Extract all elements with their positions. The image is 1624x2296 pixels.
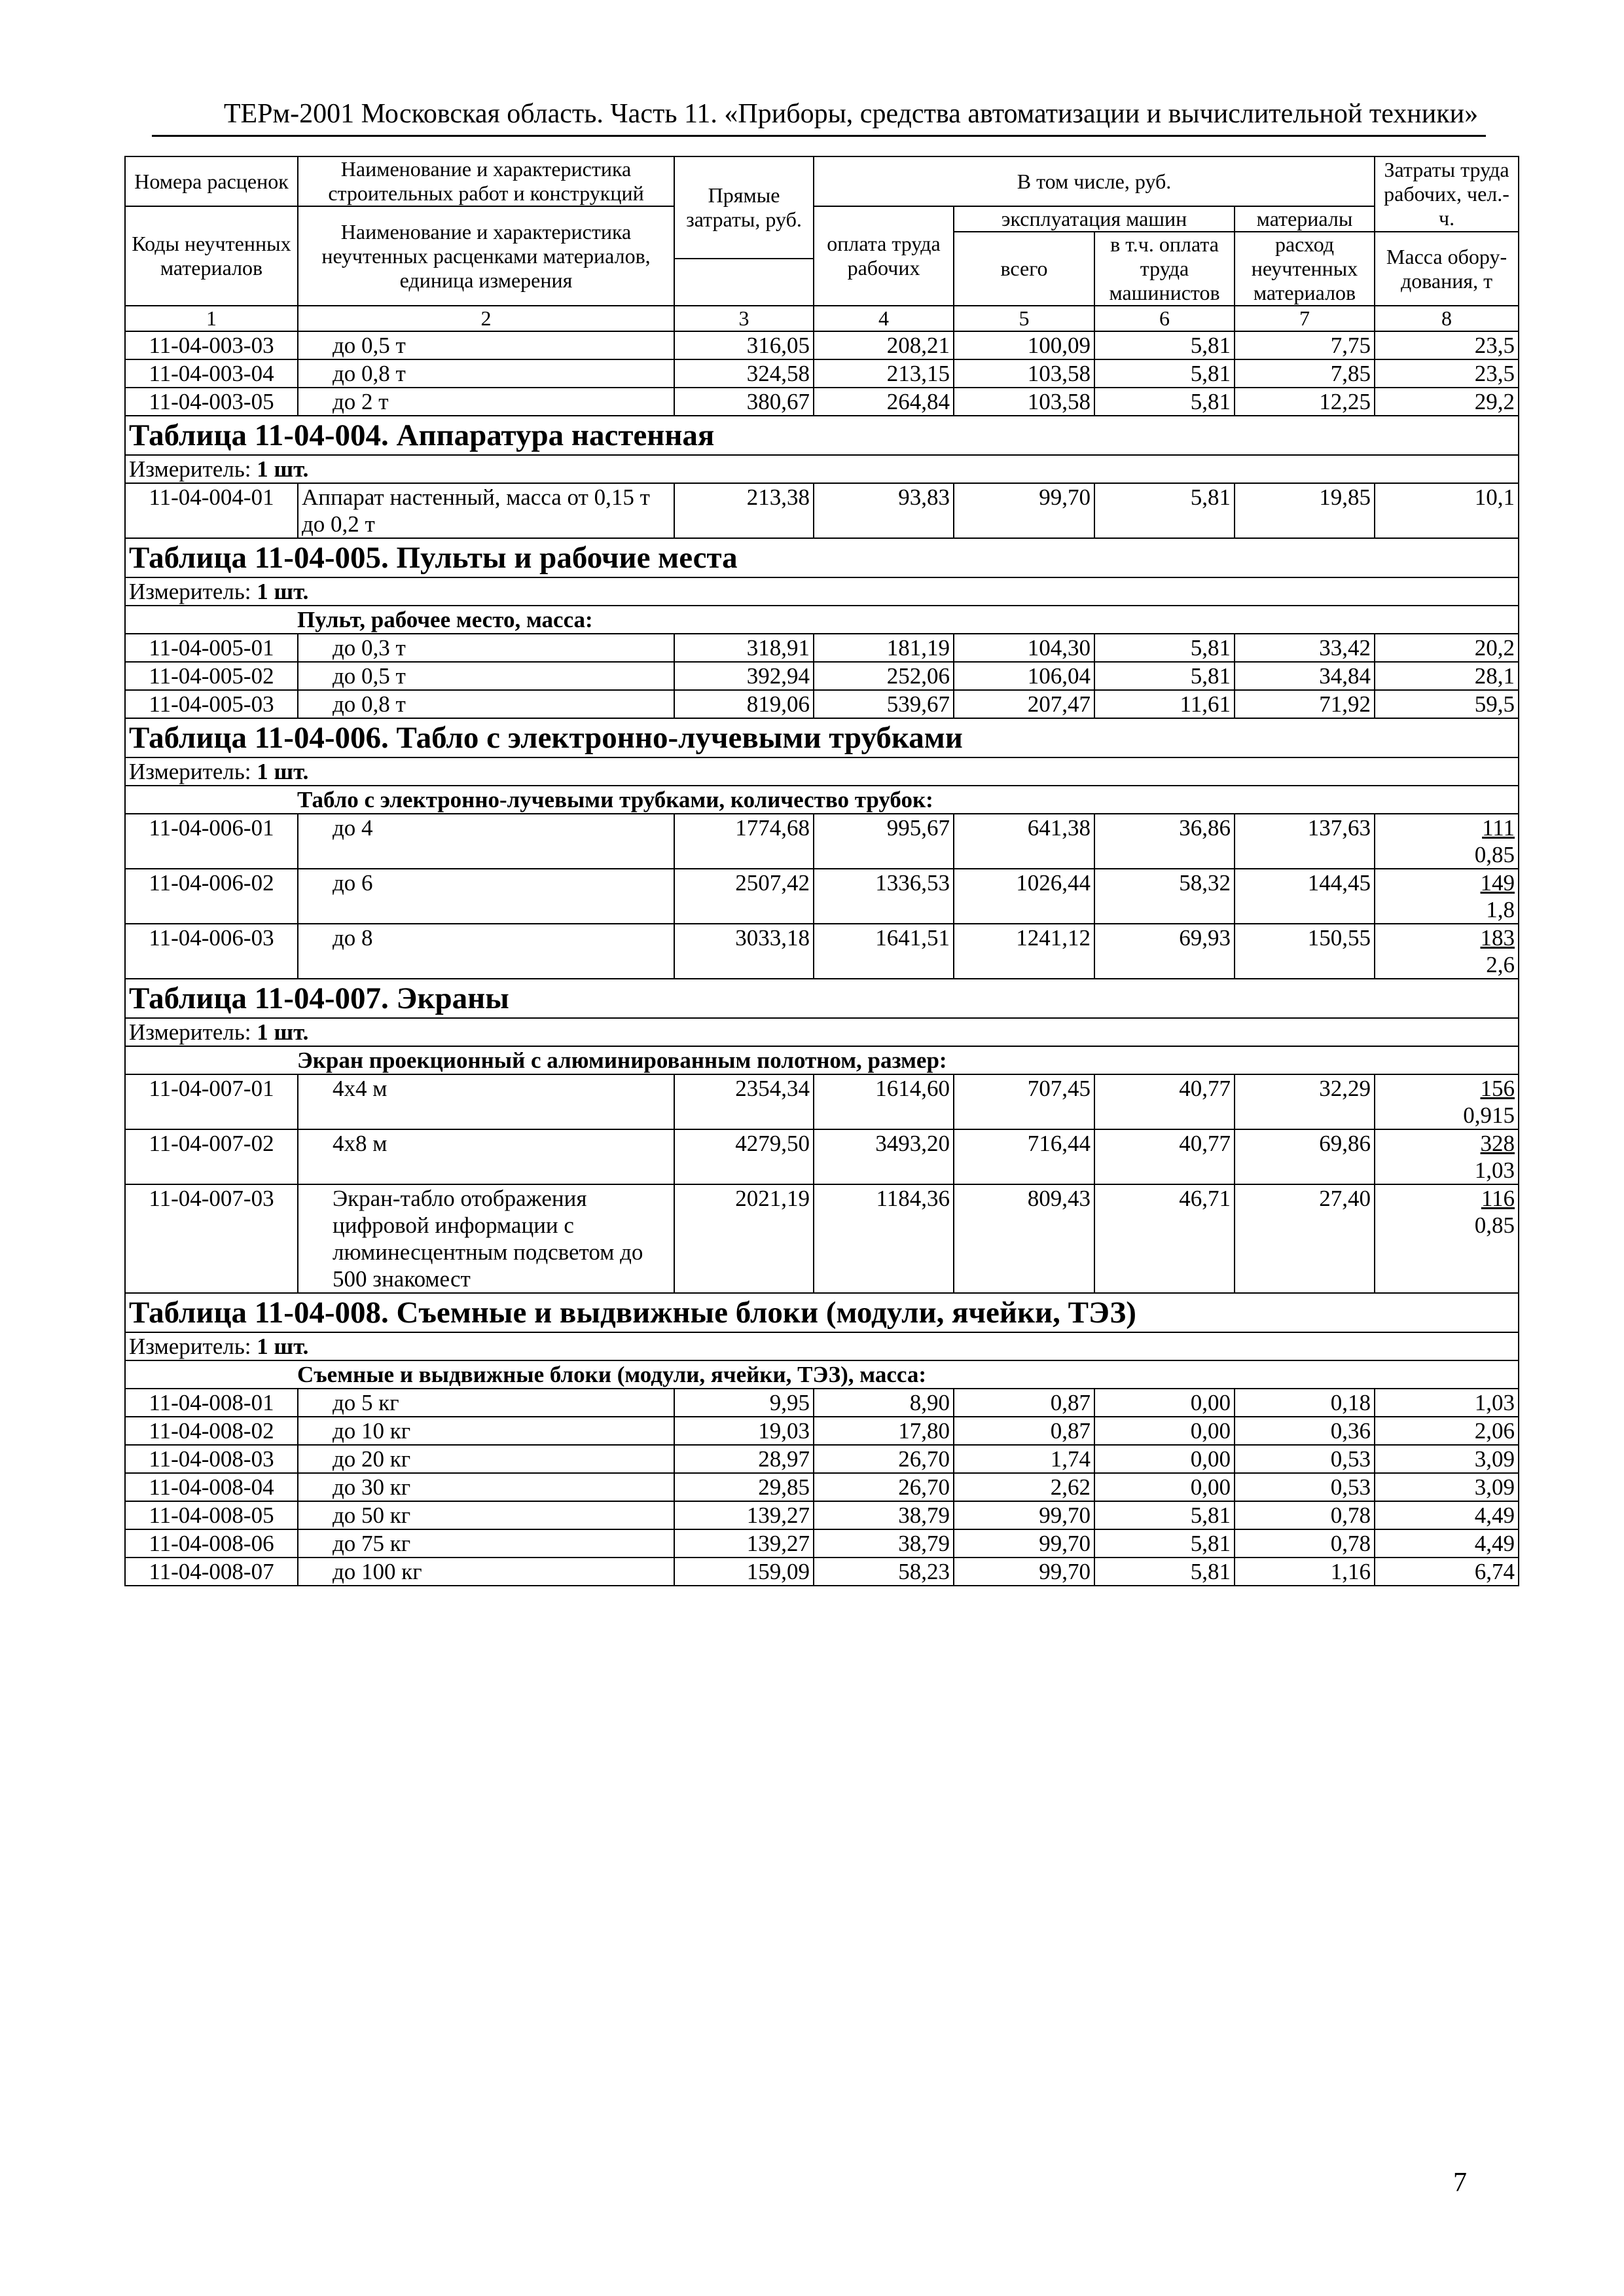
table-row <box>125 1529 1519 1558</box>
operators-pay: 5,81 <box>1094 1558 1235 1586</box>
materials-cost: 27,40 <box>1235 1184 1375 1293</box>
labor-hours-cell <box>1375 1074 1519 1129</box>
labor-hours: 28,1 <box>1474 663 1515 689</box>
direct-costs-header: Прямые затраты, руб. <box>674 156 814 259</box>
direct-costs: 316,05 <box>674 331 814 359</box>
labor-hours-cell <box>1375 1129 1519 1184</box>
section-title-cell <box>125 1293 1519 1332</box>
direct-costs: 213,38 <box>674 483 814 538</box>
rate-code: 11-04-008-01 <box>125 1389 298 1417</box>
rate-code: 11-04-005-01 <box>125 634 298 662</box>
table-row <box>125 1558 1519 1586</box>
labor-hours-cell <box>1375 662 1519 690</box>
table-row <box>125 634 1519 662</box>
col2-bottom-header: Наименование и характеристика неучтенных расценками материалов, единица измерения <box>298 206 674 306</box>
section-title: Таблица 11-04-008. Съемные и выдвижные блоки (модули, ячейки, ТЭЗ) <box>129 1296 1136 1330</box>
rate-code: 11-04-007-01 <box>125 1074 298 1129</box>
rate-code: 11-04-005-03 <box>125 690 298 718</box>
column-number: 2 <box>298 306 674 331</box>
operators-pay: 0,00 <box>1094 1473 1235 1501</box>
direct-costs: 28,97 <box>674 1445 814 1473</box>
column-number: 6 <box>1094 306 1235 331</box>
col1-top-header: Номера расценок <box>125 156 298 206</box>
materials-cost: 0,53 <box>1235 1445 1375 1473</box>
machines-cost: 104,30 <box>954 634 1094 662</box>
rate-name: до 75 кг <box>298 1529 674 1558</box>
operators-pay: 5,81 <box>1094 359 1235 388</box>
machines-header: эксплуатация машин <box>954 206 1235 232</box>
section-title-cell <box>125 538 1519 577</box>
measure-cell <box>125 577 1519 606</box>
rate-code: 11-04-008-05 <box>125 1501 298 1529</box>
rate-code: 11-04-006-02 <box>125 869 298 924</box>
rate-name: до 8 <box>298 924 674 979</box>
machines-cost: 99,70 <box>954 483 1094 538</box>
materials-cost: 12,25 <box>1235 388 1375 416</box>
rate-name: 4x8 м <box>298 1129 674 1184</box>
direct-costs: 380,67 <box>674 388 814 416</box>
rate-name: до 6 <box>298 869 674 924</box>
section-title: Таблица 11-04-004. Аппаратура настенная <box>129 418 715 452</box>
labor-cost: 93,83 <box>814 483 954 538</box>
materials-cost: 32,29 <box>1235 1074 1375 1129</box>
labor-cost: 26,70 <box>814 1473 954 1501</box>
materials-cost: 19,85 <box>1235 483 1375 538</box>
measure-value: 1 шт. <box>257 1334 309 1359</box>
labor-hours-cell <box>1375 359 1519 388</box>
labor-hours: 116 <box>1481 1186 1515 1211</box>
table-row <box>125 1501 1519 1529</box>
labor-hours: 23,5 <box>1474 361 1515 386</box>
rate-code: 11-04-005-02 <box>125 662 298 690</box>
labor-hours-cell <box>1375 924 1519 979</box>
rate-code: 11-04-003-04 <box>125 359 298 388</box>
labor-hours: 29,2 <box>1474 389 1515 414</box>
machines-cost: 100,09 <box>954 331 1094 359</box>
col8-top-header: Затраты труда рабочих, чел.-ч. <box>1375 156 1519 232</box>
rate-name: до 0,8 т <box>298 359 674 388</box>
labor-cost: 995,67 <box>814 814 954 869</box>
category-row <box>125 1360 1519 1389</box>
table-row <box>125 690 1519 718</box>
labor-cost: 1184,36 <box>814 1184 954 1293</box>
machines-cost: 0,87 <box>954 1417 1094 1445</box>
table-row <box>125 662 1519 690</box>
direct-costs: 4279,50 <box>674 1129 814 1184</box>
labor-hours: 149 <box>1480 870 1515 896</box>
measure-row <box>125 1332 1519 1360</box>
direct-costs-header-cont <box>674 259 814 306</box>
direct-costs: 1774,68 <box>674 814 814 869</box>
machines-cost: 1241,12 <box>954 924 1094 979</box>
section-title: Таблица 11-04-007. Экраны <box>129 981 509 1015</box>
materials-cost: 0,53 <box>1235 1473 1375 1501</box>
section-title-cell <box>125 416 1519 455</box>
labor-hours: 4,49 <box>1474 1531 1515 1556</box>
rate-name: до 0,5 т <box>298 662 674 690</box>
labor-cost: 1614,60 <box>814 1074 954 1129</box>
operators-pay: 5,81 <box>1094 662 1235 690</box>
running-header: ТЕРм-2001 Московская область. Часть 11. «Приборы, средства автоматизации и вычислительной техники» <box>223 99 1479 129</box>
rate-name: до 10 кг <box>298 1417 674 1445</box>
measure-label: Измеритель: <box>129 759 251 784</box>
direct-costs: 29,85 <box>674 1473 814 1501</box>
rate-name: 4x4 м <box>298 1074 674 1129</box>
labor-hours: 3,09 <box>1474 1474 1515 1500</box>
labor-hours-cell <box>1375 1389 1519 1417</box>
rate-name: до 0,5 т <box>298 331 674 359</box>
rate-name: до 4 <box>298 814 674 869</box>
materials-cost: 7,85 <box>1235 359 1375 388</box>
col1-bottom-header: Коды неучтенных материалов <box>125 206 298 306</box>
machines-cost: 99,70 <box>954 1558 1094 1586</box>
column-numbers-row <box>125 306 1519 331</box>
labor-cost-header: оплата труда рабочих <box>814 206 954 306</box>
category-row <box>125 606 1519 634</box>
labor-hours: 1,03 <box>1474 1390 1515 1415</box>
labor-hours: 2,06 <box>1474 1418 1515 1444</box>
machines-cost: 0,87 <box>954 1389 1094 1417</box>
measure-cell <box>125 757 1519 786</box>
labor-hours-cell <box>1375 1473 1519 1501</box>
measure-value: 1 шт. <box>257 1019 309 1045</box>
materials-cost: 69,86 <box>1235 1129 1375 1184</box>
direct-costs: 2354,34 <box>674 1074 814 1129</box>
rate-name: до 20 кг <box>298 1445 674 1473</box>
operators-pay: 36,86 <box>1094 814 1235 869</box>
rate-code: 11-04-004-01 <box>125 483 298 538</box>
operators-pay: 0,00 <box>1094 1389 1235 1417</box>
labor-hours: 6,74 <box>1474 1559 1515 1584</box>
direct-costs: 139,27 <box>674 1501 814 1529</box>
labor-cost: 213,15 <box>814 359 954 388</box>
labor-hours-cell <box>1375 1184 1519 1293</box>
rate-name: до 30 кг <box>298 1473 674 1501</box>
category-label: Табло с электронно-лучевыми трубками, количество трубок: <box>125 786 1519 814</box>
measure-value: 1 шт. <box>257 456 309 482</box>
table-row <box>125 1445 1519 1473</box>
labor-hours-cell <box>1375 483 1519 538</box>
measure-label: Измеритель: <box>129 456 251 482</box>
machines-cost: 103,58 <box>954 388 1094 416</box>
labor-hours-cell <box>1375 1445 1519 1473</box>
operators-pay: 5,81 <box>1094 483 1235 538</box>
labor-hours-cell <box>1375 869 1519 924</box>
measure-value: 1 шт. <box>257 579 309 604</box>
table-row <box>125 1473 1519 1501</box>
machines-cost: 106,04 <box>954 662 1094 690</box>
rate-code: 11-04-007-02 <box>125 1129 298 1184</box>
table-row <box>125 1417 1519 1445</box>
direct-costs: 19,03 <box>674 1417 814 1445</box>
labor-hours: 156 <box>1480 1076 1515 1101</box>
labor-cost: 208,21 <box>814 331 954 359</box>
rate-name: до 5 кг <box>298 1389 674 1417</box>
measure-label: Измеритель: <box>129 1334 251 1359</box>
labor-cost: 26,70 <box>814 1445 954 1473</box>
machines-cost: 641,38 <box>954 814 1094 869</box>
section-title-cell <box>125 979 1519 1018</box>
measure-cell <box>125 455 1519 483</box>
direct-costs: 324,58 <box>674 359 814 388</box>
equipment-mass: 1,8 <box>1486 897 1515 922</box>
labor-hours-cell <box>1375 634 1519 662</box>
materials-cost: 0,18 <box>1235 1389 1375 1417</box>
table-row <box>125 1129 1519 1184</box>
table-row <box>125 331 1519 359</box>
column-number: 3 <box>674 306 814 331</box>
materials-header: материалы <box>1235 206 1375 232</box>
labor-hours-cell <box>1375 388 1519 416</box>
direct-costs: 9,95 <box>674 1389 814 1417</box>
section-title-row <box>125 718 1519 757</box>
measure-value: 1 шт. <box>257 759 309 784</box>
category-label: Экран проекционный с алюминированным полотном, размер: <box>125 1046 1519 1074</box>
table-row <box>125 814 1519 869</box>
labor-cost: 38,79 <box>814 1529 954 1558</box>
equipment-mass-header: Масса обору-дования, т <box>1375 232 1519 306</box>
measure-row <box>125 455 1519 483</box>
operators-pay: 5,81 <box>1094 1501 1235 1529</box>
operators-pay-header: в т.ч. оплата труда машинистов <box>1094 232 1235 306</box>
section-title: Таблица 11-04-006. Табло с электронно-лучевыми трубками <box>129 721 963 755</box>
column-number: 5 <box>954 306 1094 331</box>
rate-name: до 0,8 т <box>298 690 674 718</box>
labor-hours: 20,2 <box>1474 635 1515 661</box>
rate-name: до 0,3 т <box>298 634 674 662</box>
measure-cell <box>125 1332 1519 1360</box>
category-label: Съемные и выдвижные блоки (модули, ячейки, ТЭЗ), масса: <box>125 1360 1519 1389</box>
section-title-row <box>125 416 1519 455</box>
labor-cost: 539,67 <box>814 690 954 718</box>
materials-cost: 7,75 <box>1235 331 1375 359</box>
machines-cost: 809,43 <box>954 1184 1094 1293</box>
rate-code: 11-04-006-03 <box>125 924 298 979</box>
materials-cost: 144,45 <box>1235 869 1375 924</box>
labor-cost: 181,19 <box>814 634 954 662</box>
direct-costs: 318,91 <box>674 634 814 662</box>
labor-hours-cell <box>1375 1558 1519 1586</box>
materials-cost: 0,78 <box>1235 1529 1375 1558</box>
category-row <box>125 1046 1519 1074</box>
section-title-cell <box>125 718 1519 757</box>
direct-costs: 3033,18 <box>674 924 814 979</box>
materials-cost: 137,63 <box>1235 814 1375 869</box>
labor-hours: 3,09 <box>1474 1446 1515 1472</box>
rate-code: 11-04-008-03 <box>125 1445 298 1473</box>
labor-hours-cell <box>1375 1417 1519 1445</box>
operators-pay: 5,81 <box>1094 388 1235 416</box>
labor-hours: 328 <box>1480 1131 1515 1156</box>
operators-pay: 0,00 <box>1094 1445 1235 1473</box>
column-number: 4 <box>814 306 954 331</box>
section-title-row <box>125 1293 1519 1332</box>
operators-pay: 58,32 <box>1094 869 1235 924</box>
measure-cell <box>125 1018 1519 1046</box>
rate-code: 11-04-003-03 <box>125 331 298 359</box>
column-number: 1 <box>125 306 298 331</box>
direct-costs: 819,06 <box>674 690 814 718</box>
header-row <box>125 206 1519 232</box>
labor-hours: 183 <box>1480 925 1515 951</box>
labor-cost: 38,79 <box>814 1501 954 1529</box>
machines-cost: 207,47 <box>954 690 1094 718</box>
direct-costs: 2507,42 <box>674 869 814 924</box>
operators-pay: 40,77 <box>1094 1074 1235 1129</box>
operators-pay: 69,93 <box>1094 924 1235 979</box>
labor-hours: 23,5 <box>1474 333 1515 358</box>
machines-cost: 99,70 <box>954 1529 1094 1558</box>
column-number: 8 <box>1375 306 1519 331</box>
operators-pay: 11,61 <box>1094 690 1235 718</box>
machines-cost: 103,58 <box>954 359 1094 388</box>
rate-name: до 100 кг <box>298 1558 674 1586</box>
operators-pay: 5,81 <box>1094 1529 1235 1558</box>
machines-cost: 1026,44 <box>954 869 1094 924</box>
labor-hours: 111 <box>1482 815 1515 841</box>
labor-hours-cell <box>1375 1529 1519 1558</box>
measure-row <box>125 757 1519 786</box>
direct-costs: 139,27 <box>674 1529 814 1558</box>
machines-cost: 99,70 <box>954 1501 1094 1529</box>
rate-code: 11-04-008-04 <box>125 1473 298 1501</box>
labor-cost: 1336,53 <box>814 869 954 924</box>
labor-hours-cell <box>1375 690 1519 718</box>
materials-cost: 33,42 <box>1235 634 1375 662</box>
table-row <box>125 1074 1519 1129</box>
equipment-mass: 0,85 <box>1474 842 1515 867</box>
table-row <box>125 1389 1519 1417</box>
machines-cost: 1,74 <box>954 1445 1094 1473</box>
materials-cost: 1,16 <box>1235 1558 1375 1586</box>
in-total-header: В том числе, руб. <box>814 156 1375 206</box>
machines-cost: 716,44 <box>954 1129 1094 1184</box>
rate-code: 11-04-008-07 <box>125 1558 298 1586</box>
category-row <box>125 786 1519 814</box>
measure-label: Измеритель: <box>129 1019 251 1045</box>
category-label: Пульт, рабочее место, масса: <box>125 606 1519 634</box>
rate-name: до 2 т <box>298 388 674 416</box>
table-row <box>125 483 1519 538</box>
operators-pay: 5,81 <box>1094 331 1235 359</box>
measure-row <box>125 1018 1519 1046</box>
rate-name: до 50 кг <box>298 1501 674 1529</box>
operators-pay: 0,00 <box>1094 1417 1235 1445</box>
labor-cost: 17,80 <box>814 1417 954 1445</box>
section-title-row <box>125 979 1519 1018</box>
labor-cost: 264,84 <box>814 388 954 416</box>
labor-cost: 252,06 <box>814 662 954 690</box>
labor-hours-cell <box>1375 814 1519 869</box>
rate-code: 11-04-003-05 <box>125 388 298 416</box>
rate-code: 11-04-008-02 <box>125 1417 298 1445</box>
operators-pay: 40,77 <box>1094 1129 1235 1184</box>
rate-code: 11-04-006-01 <box>125 814 298 869</box>
table-row <box>125 359 1519 388</box>
materials-cost: 71,92 <box>1235 690 1375 718</box>
table-row <box>125 388 1519 416</box>
equipment-mass: 0,915 <box>1463 1102 1515 1128</box>
direct-costs: 159,09 <box>674 1558 814 1586</box>
direct-costs: 2021,19 <box>674 1184 814 1293</box>
operators-pay: 5,81 <box>1094 634 1235 662</box>
measure-row <box>125 577 1519 606</box>
rate-code: 11-04-008-06 <box>125 1529 298 1558</box>
labor-hours: 10,1 <box>1474 484 1515 510</box>
materials-cost: 34,84 <box>1235 662 1375 690</box>
equipment-mass: 0,85 <box>1474 1212 1515 1238</box>
equipment-mass: 2,6 <box>1486 952 1515 977</box>
table-row <box>125 924 1519 979</box>
machines-cost: 707,45 <box>954 1074 1094 1129</box>
rate-name: Аппарат настенный, масса от 0,15 т до 0,2 т <box>298 483 674 538</box>
header-row <box>125 156 1519 206</box>
materials-consumption-header: расход неучтенных материалов <box>1235 232 1375 306</box>
rate-code: 11-04-007-03 <box>125 1184 298 1293</box>
measure-label: Измеритель: <box>129 579 251 604</box>
section-title-row <box>125 538 1519 577</box>
operators-pay: 46,71 <box>1094 1184 1235 1293</box>
header-rule <box>152 135 1486 137</box>
labor-hours: 4,49 <box>1474 1503 1515 1528</box>
rates-table <box>124 156 1519 1586</box>
direct-costs: 392,94 <box>674 662 814 690</box>
materials-cost: 150,55 <box>1235 924 1375 979</box>
page-number: 7 <box>1453 2168 1467 2198</box>
labor-hours-cell <box>1375 1501 1519 1529</box>
labor-cost: 1641,51 <box>814 924 954 979</box>
labor-hours: 59,5 <box>1474 691 1515 717</box>
table-row <box>125 1184 1519 1293</box>
section-title: Таблица 11-04-005. Пульты и рабочие места <box>129 541 738 575</box>
col2-top-header: Наименование и характеристика строительных работ и конструкций <box>298 156 674 206</box>
column-number: 7 <box>1235 306 1375 331</box>
materials-cost: 0,78 <box>1235 1501 1375 1529</box>
labor-cost: 3493,20 <box>814 1129 954 1184</box>
labor-hours-cell <box>1375 331 1519 359</box>
rate-name: Экран-табло отображения цифровой информации с люминесцентным подсветом до 500 знакомест <box>298 1184 674 1293</box>
machines-total-header: всего <box>954 232 1094 306</box>
labor-cost: 8,90 <box>814 1389 954 1417</box>
machines-cost: 2,62 <box>954 1473 1094 1501</box>
labor-cost: 58,23 <box>814 1558 954 1586</box>
equipment-mass: 1,03 <box>1474 1157 1515 1183</box>
materials-cost: 0,36 <box>1235 1417 1375 1445</box>
table-row <box>125 869 1519 924</box>
